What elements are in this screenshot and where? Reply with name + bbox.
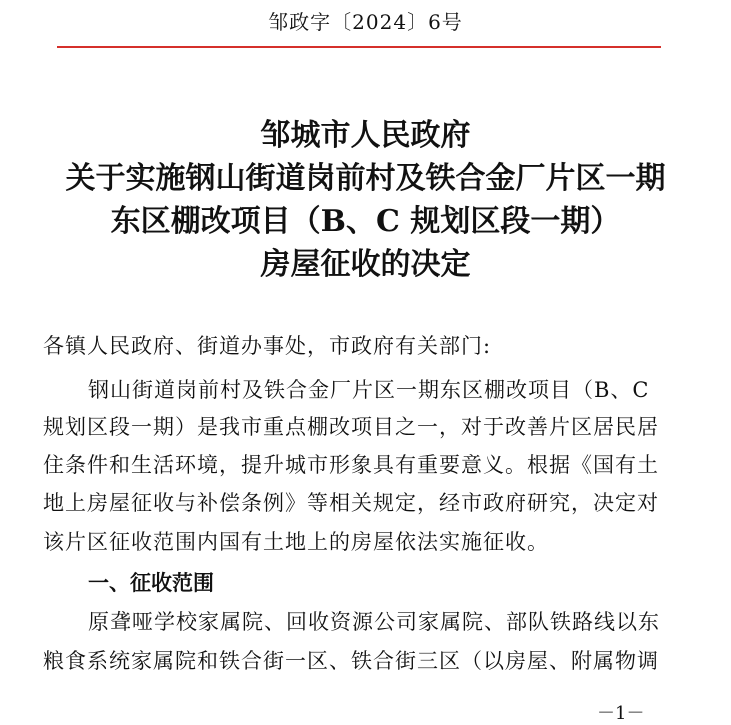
- title-line-3: 东区棚改项目（B、C 规划区段一期）: [110, 204, 621, 239]
- section-1-line-2: 粮食系统家属院和铁合街一区、铁合街三区（以房屋、附属物调: [43, 649, 659, 673]
- section-1-heading: 一、征收范围: [88, 571, 214, 595]
- title-line-2: 关于实施钢山街道岗前村及铁合金厂片区一期: [65, 161, 666, 196]
- section-1-line-1: 原聋哑学校家属院、回收资源公司家属院、部队铁路线以东: [88, 610, 660, 634]
- paragraph-1-line-5: 该片区征收范围内国有土地上的房屋依法实施征收。: [43, 530, 549, 554]
- title-line-1: 邹城市人民政府: [260, 118, 471, 153]
- document-number: 邹政字〔2024〕6号: [268, 10, 463, 34]
- paragraph-1-line-4: 地上房屋征收与补偿条例》等相关规定，经市政府研究，决定对: [43, 491, 659, 515]
- document-title: [0, 114, 731, 286]
- paragraph-1-line-3: 住条件和生活环境，提升城市形象具有重要意义。根据《国有土: [43, 453, 659, 477]
- paragraph-1-line-1: 钢山街道岗前村及铁合金厂片区一期东区棚改项目（B、C: [88, 378, 650, 402]
- page-number: －1－: [597, 703, 645, 724]
- paragraph-1-line-2: 规划区段一期）是我市重点棚改项目之一，对于改善片区居民居: [43, 415, 659, 439]
- red-header-rule: [57, 46, 661, 48]
- title-line-4: 房屋征收的决定: [260, 247, 471, 282]
- salutation: 各镇人民政府、街道办事处，市政府有关部门:: [43, 334, 492, 358]
